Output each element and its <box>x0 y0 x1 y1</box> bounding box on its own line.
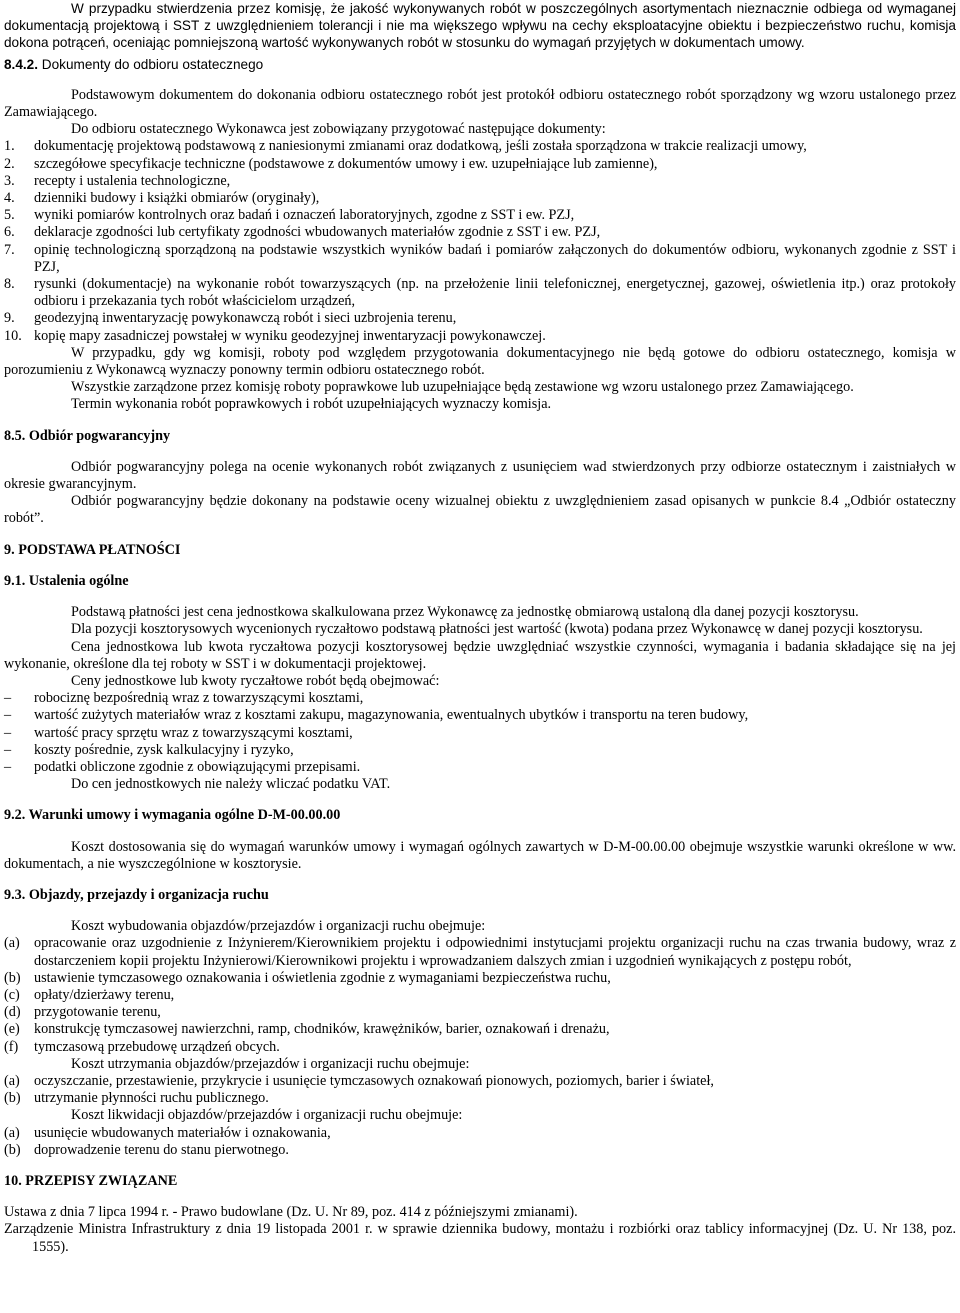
s842-paragraph-3: W przypadku, gdy wg komisji, roboty pod względem przygotowania dokumentacyjnego nie będą gotowe do odbioru ostatecznego, komisja w porozumieniu z Wykonawcą wyznaczy ponowny termin odbioru ostatecznego robót. <box>4 344 956 379</box>
list-marker: 6. <box>4 224 15 241</box>
list-item-text: opłaty/dzierżawy terenu, <box>34 986 175 1003</box>
list-item <box>4 707 956 724</box>
list-marker: (a) <box>4 1124 20 1141</box>
list-item <box>4 1090 956 1107</box>
list-item <box>4 1073 956 1090</box>
list-item <box>4 1039 956 1056</box>
list-marker: – <box>4 707 12 724</box>
list-item-text: recepty i ustalenia technologiczne, <box>34 172 231 189</box>
documents-list <box>4 138 956 344</box>
list-marker: – <box>4 758 12 775</box>
s85-paragraph-1: Odbiór pogwarancyjny polega na ocenie wykonanych robót związanych z usunięciem wad stwierdzonych przy odbiorze ostatecznym i zaistniałych w okresie gwarancyjnym. <box>4 458 956 493</box>
list-item-text: dzienniki budowy i książki obmiarów (oryginały), <box>34 190 320 207</box>
list-item <box>4 935 956 969</box>
list-marker: 2. <box>4 155 15 172</box>
list-marker: (a) <box>4 935 20 952</box>
s91-paragraph-4: Ceny jednostkowe lub kwoty ryczałtowe robót będą obejmować: <box>71 672 440 689</box>
list-item-text: koszty pośrednie, zysk kalkulacyjny i ryzyko, <box>34 741 294 758</box>
intro-paragraph: W przypadku stwierdzenia przez komisję, że jakość wykonywanych robót w poszczególnych asortymentach nieznacznie odbiega od wymaganej dokumentacją projektową i SST z uwzględnieniem tolerancji i nie ma większego wpływu na cechy eksploatacyjne obiektu i bezpieczeństwo ruchu, komisja dokona potrąceń, oceniając pomniejszoną wartość wykonywanych robót w stosunku do wymagań przyjętych w dokumentach umowy. <box>4 1 956 51</box>
section-91-heading: 9.1. Ustalenia ogólne <box>4 572 129 589</box>
list-item-text: wyniki pomiarów kontrolnych oraz badań i oznaczeń laboratoryjnych, zgodne z SST i ew. PZJ, <box>34 207 575 224</box>
s91-paragraph-3: Cena jednostkowa lub kwota ryczałtowa pozycji kosztorysowej będzie uwzględniać wszystkie czynności, wymagania i badania składające się na jej wykonanie, określone dla tej roboty w SST i w dokumentacji projektowej. <box>4 638 956 672</box>
s842-paragraph-5: Termin wykonania robót poprawkowych i robót uzupełniających wyznaczy komisja. <box>71 396 552 413</box>
list-item <box>4 742 956 759</box>
list-marker: 5. <box>4 207 15 224</box>
list-item <box>4 310 956 327</box>
list-item-text: przygotowanie terenu, <box>34 1004 161 1021</box>
list-item <box>4 207 956 224</box>
list-marker: (c) <box>4 986 20 1003</box>
maintenance-cost-list <box>4 1073 956 1107</box>
section-92-heading: 9.2. Warunki umowy i wymagania ogólne D-M-00.00.00 <box>4 807 341 824</box>
list-item <box>4 1021 956 1038</box>
section-85-heading: 8.5. Odbiór pogwarancyjny <box>4 427 171 444</box>
list-item <box>4 190 956 207</box>
list-item <box>4 970 956 987</box>
list-item <box>4 242 956 276</box>
section-9-heading: 9. PODSTAWA PŁATNOŚCI <box>4 541 181 558</box>
list-item <box>4 1004 956 1021</box>
list-item-text: wartość zużytych materiałów wraz z kosztami zakupu, magazynowania, ewentualnych ubytków i transportu na teren budowy, <box>34 707 749 724</box>
s91-paragraph-2: Dla pozycji kosztorysowych wycenionych ryczałtowo podstawą płatności jest wartość (kwota) podana przez Wykonawcę w danej pozycji kosztorysu. <box>71 621 923 638</box>
list-marker: (b) <box>4 969 21 986</box>
list-item-text: utrzymanie płynności ruchu publicznego. <box>34 1090 269 1107</box>
list-item <box>4 328 956 345</box>
list-item-text: opracowanie oraz uzgodnienie z Inżynierem/Kierownikiem projektu i odpowiednimi instytucjami projektu organizacji ruchu na czas trwania budowy, wraz z dostarczeniem kopii projektu Inżynierowi/Kierownikowi projektu i wprowadzaniem dalszych zmian i uzgodnień wynikających z postępu robót, <box>34 935 956 969</box>
list-marker: 4. <box>4 190 15 207</box>
s93-paragraph-3: Koszt likwidacji objazdów/przejazdów i organizacji ruchu obejmuje: <box>71 1107 463 1124</box>
list-item-text: opinię technologiczną sporządzoną na podstawie wszystkich wyników badań i pomiarów załączonych do dokumentów odbioru, wykonanych zgodnie z SST i PZJ, <box>34 241 956 275</box>
list-marker: (b) <box>4 1090 21 1107</box>
list-marker: 10. <box>4 327 22 344</box>
list-item-text: dokumentację projektową podstawową z naniesionymi zmianami oraz dodatkową, jeśli została sporządzona w trakcie realizacji umowy, <box>34 138 807 155</box>
list-item <box>4 138 956 155</box>
list-marker: (e) <box>4 1021 20 1038</box>
list-marker: – <box>4 690 12 707</box>
list-marker: 7. <box>4 241 15 258</box>
list-item-text: podatki obliczone zgodnie z obowiązującymi przepisami. <box>34 758 361 775</box>
s93-paragraph-2: Koszt utrzymania objazdów/przejazdów i organizacji ruchu obejmuje: <box>71 1055 470 1072</box>
list-item-text: kopię mapy zasadniczej powstałej w wyniku geodezyjnej inwentaryzacji powykonawczej. <box>34 327 546 344</box>
list-marker: 3. <box>4 172 15 189</box>
list-marker: 8. <box>4 276 15 293</box>
list-item-text: rysunki (dokumentacje) na wykonanie robót towarzyszących (np. na przełożenie linii telefonicznej, energetycznej, gazowej, oświetlenia itp.) oraz protokoły odbioru i przekazania tych robót właścicielom urządzeń, <box>34 276 956 310</box>
section-842-number: 8.4.2. <box>4 56 39 72</box>
list-marker: – <box>4 724 12 741</box>
list-item <box>4 987 956 1004</box>
s842-paragraph-4: Wszystkie zarządzone przez komisję roboty poprawkowe lub uzupełniające będą zestawione wg wzoru ustalonego przez Zamawiającego. <box>71 379 854 396</box>
list-item <box>4 173 956 190</box>
list-marker: 1. <box>4 138 15 155</box>
list-item <box>4 1125 956 1142</box>
list-marker: (b) <box>4 1141 21 1158</box>
s842-paragraph-1: Podstawowym dokumentem do dokonania odbioru ostatecznego robót jest protokół odbioru ostatecznego robót sporządzony wg wzoru ustalonego przez Zamawiającego. <box>4 86 956 121</box>
list-item-text: ustawienie tymczasowego oznakowania i oświetlenia zgodnie z wymaganiami bezpieczeństwa ruchu, <box>34 969 611 986</box>
list-item <box>4 725 956 742</box>
list-item <box>4 759 956 776</box>
liquidation-cost-list <box>4 1125 956 1159</box>
build-cost-list <box>4 935 956 1055</box>
list-item <box>4 224 956 241</box>
s842-paragraph-2: Do odbioru ostatecznego Wykonawca jest zobowiązany przygotować następujące dokumenty: <box>71 121 606 138</box>
s85-paragraph-2: Odbiór pogwarancyjny będzie dokonany na podstawie oceny wizualnej obiektu z uwzględnieniem zasad opisanych w punkcie 8.4 „Odbiór ostateczny robót”. <box>4 493 956 527</box>
regulation-2: Zarządzenie Ministra Infrastruktury z dnia 19 listopada 2001 r. w sprawie dziennika budowy, montażu i rozbiórki oraz tablicy informacyjnej (Dz. U. Nr 138, poz. 1555). <box>4 1221 956 1255</box>
list-item <box>4 276 956 310</box>
list-item <box>4 156 956 173</box>
list-item-text: oczyszczanie, przestawienie, przykrycie i usunięcie tymczasowych oznakowań pionowych, poziomych, barier i świateł, <box>34 1072 714 1089</box>
list-item <box>4 690 956 707</box>
list-item-text: geodezyjną inwentaryzację powykonawczą robót i sieci uzbrojenia terenu, <box>34 310 457 327</box>
list-marker: (f) <box>4 1038 19 1055</box>
list-item-text: deklaracje zgodności lub certyfikaty zgodności wbudowanych materiałów zgodnie z SST i ew. PZJ, <box>34 224 601 241</box>
cost-components-list <box>4 690 956 776</box>
list-marker: (a) <box>4 1072 20 1089</box>
section-10-heading: 10. PRZEPISY ZWIĄZANE <box>4 1172 178 1189</box>
list-item-text: robociznę bezpośrednią wraz z towarzyszącymi kosztami, <box>34 690 364 707</box>
regulation-1: Ustawa z dnia 7 lipca 1994 r. - Prawo budowlane (Dz. U. Nr 89, poz. 414 z późniejszymi zmianami). <box>4 1204 578 1221</box>
list-item-text: szczegółowe specyfikacje techniczne (podstawowe z dokumentów umowy i ew. uzupełniające lub zamienne), <box>34 155 658 172</box>
list-item-text: usunięcie wbudowanych materiałów i oznakowania, <box>34 1124 331 1141</box>
s93-paragraph-1: Koszt wybudowania objazdów/przejazdów i organizacji ruchu obejmuje: <box>71 918 486 935</box>
list-item-text: doprowadzenie terenu do stanu pierwotnego. <box>34 1141 289 1158</box>
list-marker: (d) <box>4 1004 21 1021</box>
list-marker: 9. <box>4 310 15 327</box>
list-item-text: tymczasową przebudowę urządzeń obcych. <box>34 1038 280 1055</box>
section-842-heading <box>4 56 956 73</box>
list-item-text: konstrukcję tymczasowej nawierzchni, ramp, chodników, krawężników, barier, oznakowań i drenażu, <box>34 1021 610 1038</box>
section-842-title: Dokumenty do odbioru ostatecznego <box>41 56 264 72</box>
list-item <box>4 1142 956 1159</box>
s91-paragraph-1: Podstawą płatności jest cena jednostkowa skalkulowana przez Wykonawcę za jednostkę obmiarową ustaloną dla danej pozycji kosztorysu. <box>71 604 859 621</box>
s91-paragraph-5: Do cen jednostkowych nie należy wliczać podatku VAT. <box>71 776 391 793</box>
section-93-heading: 9.3. Objazdy, przejazdy i organizacja ruchu <box>4 886 269 903</box>
s92-paragraph-1: Koszt dostosowania się do wymagań warunków umowy i wymagań ogólnych zawartych w D-M-00.00.00 obejmuje wszystkie warunki określone w ww. dokumentach, a nie wyszczególnione w kosztorysie. <box>4 838 956 872</box>
list-marker: – <box>4 741 12 758</box>
list-item-text: wartość pracy sprzętu wraz z towarzyszącymi kosztami, <box>34 724 353 741</box>
